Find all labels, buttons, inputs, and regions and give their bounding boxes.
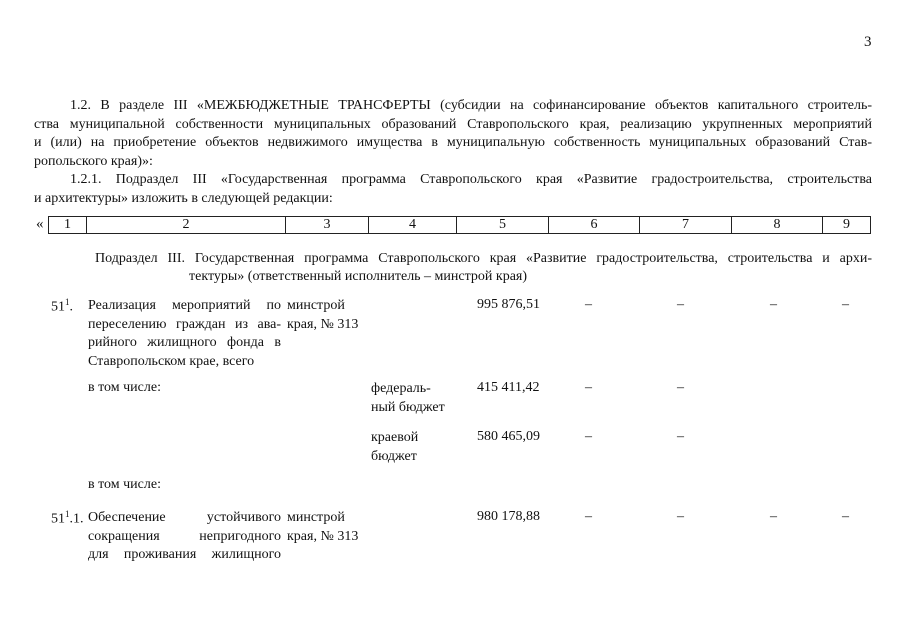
dash-col8: – — [770, 297, 777, 312]
paragraph-1-2-1 — [34, 171, 872, 208]
dash-col6: – — [585, 429, 592, 444]
row-name-line: сокращения непригодного — [88, 528, 281, 544]
column-number: 1 — [49, 217, 87, 233]
paragraph-line: 1.2. В разделе III «МЕЖБЮДЖЕТНЫЕ ТРАНСФЕРТЫ (субсидии на софинансирование объектов капитального строитель- — [70, 98, 872, 113]
source-line: ный бюджет — [371, 399, 445, 415]
source-regional — [371, 429, 418, 466]
row-number-sup: 1 — [65, 297, 70, 307]
row-name-line: рийного жилищного фонда в — [88, 335, 281, 350]
page-number: 3 — [864, 34, 872, 50]
dash-col6: – — [585, 509, 592, 524]
row-number-suffix: .1. — [69, 511, 84, 527]
column-number: 4 — [369, 217, 457, 233]
dash-col7: – — [677, 380, 684, 395]
column-number: 7 — [640, 217, 732, 233]
row-name-line: Реализация мероприятий по — [88, 298, 281, 313]
executor-line: края, № 313 — [287, 528, 359, 544]
source-federal — [371, 380, 445, 417]
row-amount: 980 178,88 — [477, 509, 540, 524]
source-line: бюджет — [371, 448, 417, 464]
dash-col9: – — [842, 509, 849, 524]
executor-line: края, № 313 — [287, 316, 359, 332]
subsection-title-line: тектуры» (ответственный исполнитель – минстрой края) — [189, 269, 528, 284]
paragraph-line: ропольского края)»: — [34, 153, 153, 169]
dash-col7: – — [677, 429, 684, 444]
dash-col6: – — [585, 297, 592, 312]
paragraph-line: ства муниципальной собственности муниципальных образований Ставропольского края, реализацию укрупненных мероприятий — [34, 116, 872, 132]
column-number: 9 — [843, 217, 850, 232]
row-executor — [287, 509, 358, 546]
regional-amount: 580 465,09 — [477, 429, 540, 444]
paragraph-1-2 — [34, 97, 872, 171]
row-name-line: Обеспечение устойчивого — [88, 510, 281, 525]
row-name-line: для проживания жилищного — [88, 547, 281, 562]
paragraph-line: 1.2.1. Подраздел III «Государственная программа Ставропольского края «Развитие градостроительства, строительства — [70, 172, 872, 187]
subsection-title — [95, 250, 872, 286]
row-name-line: Ставропольском крае, всего — [88, 353, 255, 369]
row-name — [88, 297, 281, 371]
row-amount: 995 876,51 — [477, 297, 540, 312]
column-number: 2 — [87, 217, 286, 233]
row-executor — [287, 297, 358, 334]
row-number — [51, 297, 73, 316]
column-number: 3 — [286, 217, 369, 233]
row-name — [88, 509, 281, 565]
executor-line: минстрой — [287, 510, 345, 525]
column-number: 8 — [732, 217, 823, 233]
including-label: в том числе: — [88, 477, 161, 492]
dash-col7: – — [677, 297, 684, 312]
row-name-line: переселению граждан из ава- — [88, 316, 281, 332]
subsection-title-line: Подраздел III. Государственная программа Ставропольского края «Развитие градостроительства, строительства и архи- — [95, 251, 872, 266]
column-numbers-row — [48, 216, 871, 234]
row-number-main: 51 — [51, 511, 65, 527]
paragraph-line: и (или) на приобретение объектов недвижимого имущества в муниципальную собственность муниципальных образований Став- — [34, 135, 872, 150]
column-number: 5 — [457, 217, 549, 233]
paragraph-line: и архитектуры» изложить в следующей редакции: — [34, 190, 333, 206]
including-label: в том числе: — [88, 380, 161, 395]
row-number — [51, 509, 84, 528]
row-number-sup: 1 — [65, 509, 70, 519]
federal-amount: 415 411,42 — [477, 380, 540, 395]
dash-col7: – — [677, 509, 684, 524]
dash-col6: – — [585, 380, 592, 395]
row-number-suffix: . — [69, 299, 73, 315]
source-line: федераль- — [371, 381, 431, 396]
open-quote: « — [36, 216, 44, 232]
source-line: краевой — [371, 430, 419, 445]
column-number: 6 — [549, 217, 640, 233]
dash-col9: – — [842, 297, 849, 312]
row-number-main: 51 — [51, 299, 65, 315]
executor-line: минстрой — [287, 298, 345, 313]
dash-col8: – — [770, 509, 777, 524]
